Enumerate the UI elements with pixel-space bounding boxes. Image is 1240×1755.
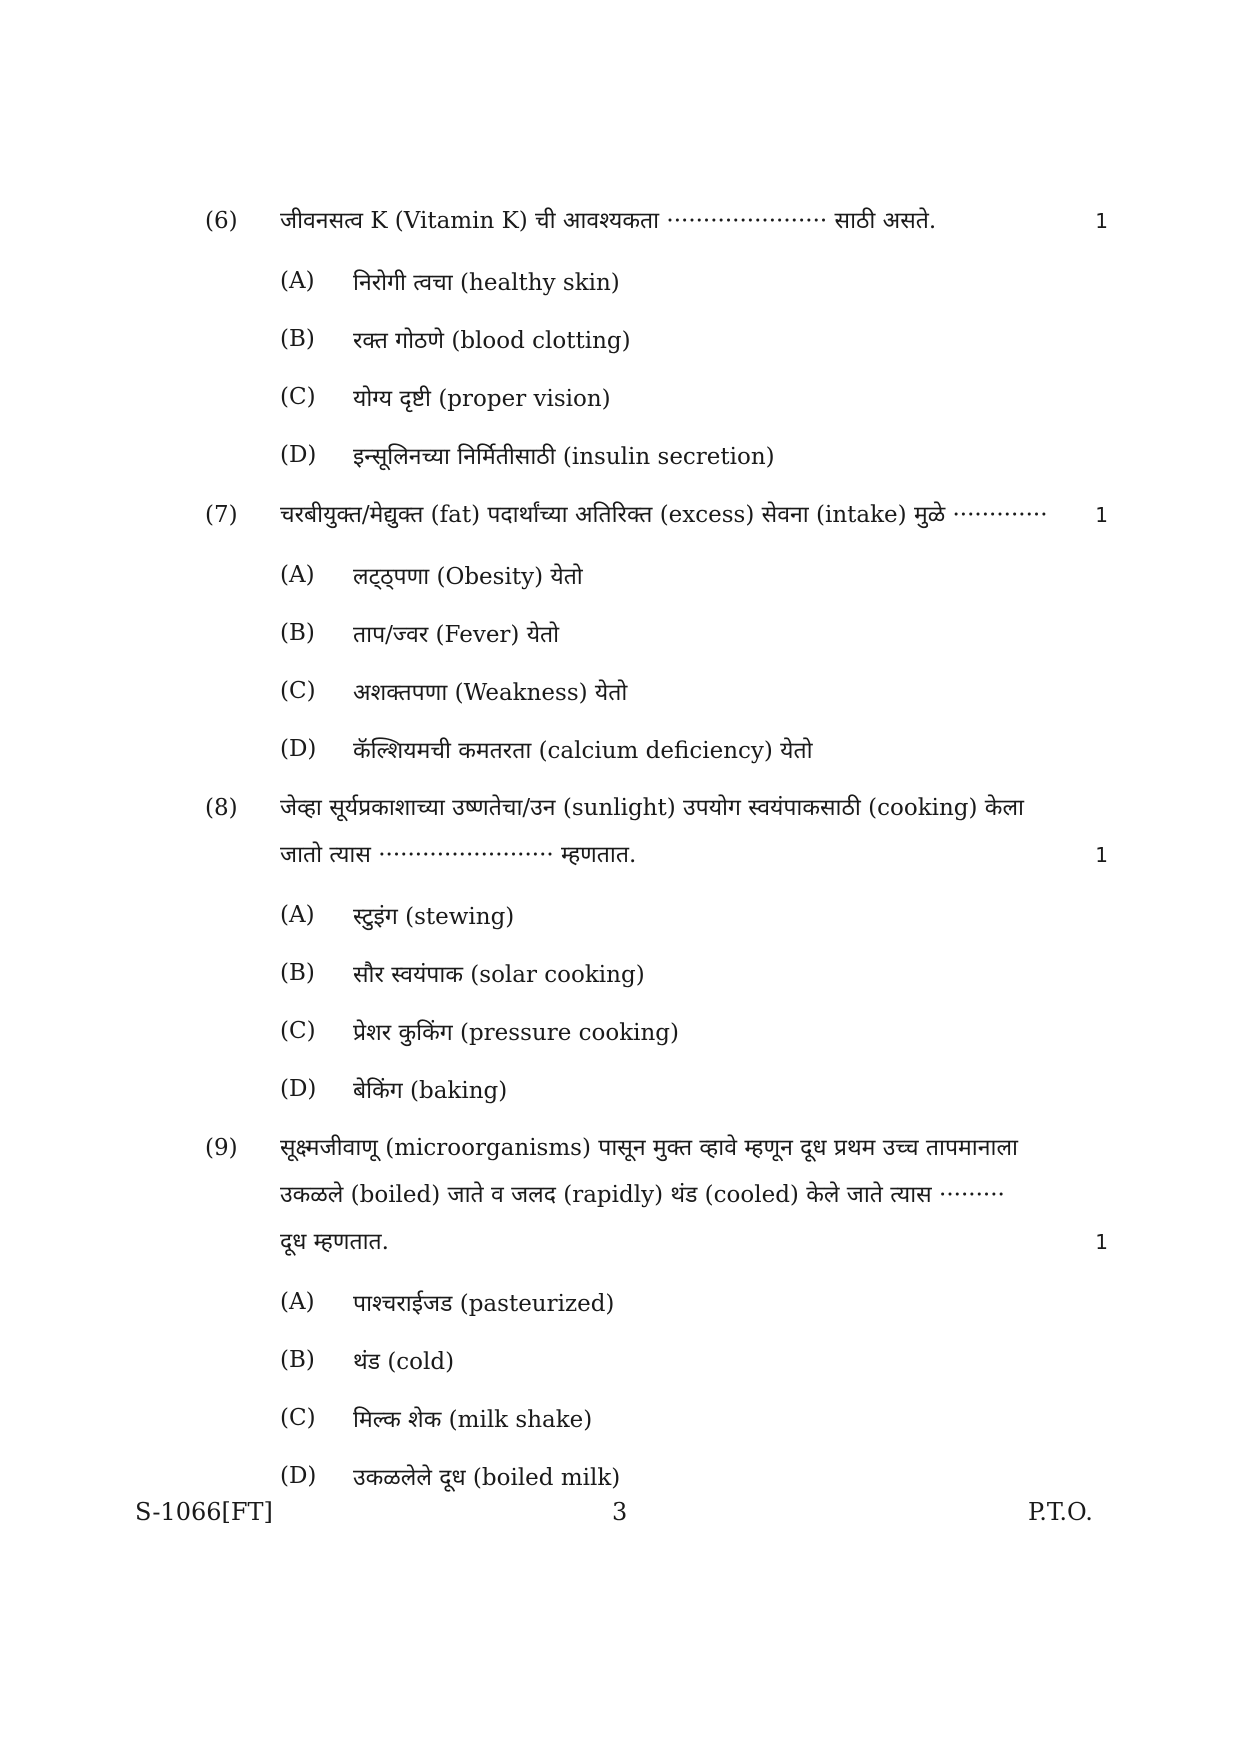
option-letter: (C) [280, 1018, 316, 1044]
question-number: (8) [205, 795, 238, 821]
question-text [280, 492, 1108, 539]
option-d [280, 1060, 1105, 1118]
option-letter: (A) [280, 268, 315, 294]
option-letter: (B) [280, 1347, 315, 1373]
option-letter: (A) [280, 902, 315, 928]
question-line: उकळले (boiled) जाते व जलद (rapidly) थंड (cooled) केले जाते त्यास ········· [280, 1182, 1005, 1208]
option-b [280, 604, 1105, 662]
question-text [280, 1125, 1108, 1266]
option-letter: (D) [280, 736, 317, 762]
option-text: इन्सूलिनच्या निर्मितीसाठी (insulin secretion) [353, 444, 775, 470]
option-letter: (B) [280, 620, 315, 646]
option-letter: (B) [280, 326, 315, 352]
question-line: जातो त्यास ························ म्हणतात. [280, 842, 637, 868]
option-text: योग्य दृष्टी (proper vision) [353, 386, 611, 412]
paper-code: S-1066[FT] [135, 1498, 273, 1526]
please-turn-over: P.T.O. [1028, 1498, 1093, 1526]
option-text: निरोगी त्वचा (healthy skin) [353, 270, 620, 296]
option-text: प्रेशर कुकिंग (pressure cooking) [353, 1020, 680, 1046]
option-d [280, 1447, 1105, 1505]
marks: 1 [1095, 1230, 1108, 1254]
option-letter: (D) [280, 1463, 317, 1489]
question-line: जीवनसत्व K (Vitamin K) ची आवश्यकता ······················ साठी असते. [280, 208, 937, 234]
option-a [280, 546, 1105, 604]
option-text: रक्त गोठणे (blood clotting) [353, 328, 631, 354]
option-text: उकळलेले दूध (boiled milk) [353, 1465, 621, 1491]
question-line: दूध म्हणतात. [280, 1229, 389, 1255]
option-letter: (C) [280, 1405, 316, 1431]
question-6 [205, 198, 1108, 484]
option-letter: (D) [280, 442, 317, 468]
option-text: मिल्क शेक (milk shake) [353, 1407, 593, 1433]
marks: 1 [1095, 843, 1108, 867]
option-text: ताप/ज्वर (Fever) येतो [353, 622, 560, 648]
option-d [280, 720, 1105, 778]
question-8 [205, 785, 1108, 1118]
option-text: अशक्तपणा (Weakness) येतो [353, 680, 628, 706]
option-text: पाश्चराईजड (pasteurized) [353, 1291, 615, 1317]
question-line: जेव्हा सूर्यप्रकाशाच्या उष्णतेचा/उन (sunlight) उपयोग स्वयंपाकसाठी (cooking) केला [280, 795, 1025, 821]
question-number: (6) [205, 208, 238, 234]
question-line: चरबीयुक्त/मेद्युक्त (fat) पदार्थांच्या अतिरिक्त (excess) सेवना (intake) मुळे ············· [280, 502, 1048, 528]
option-letter: (B) [280, 960, 315, 986]
option-text: कॅल्शियमची कमतरता (calcium deficiency) येतो [353, 738, 813, 764]
option-b [280, 310, 1105, 368]
option-letter: (C) [280, 384, 316, 410]
option-a [280, 252, 1105, 310]
question-9 [205, 1125, 1108, 1505]
option-a [280, 1273, 1105, 1331]
option-letter: (A) [280, 1289, 315, 1315]
option-letter: (A) [280, 562, 315, 588]
option-c [280, 368, 1105, 426]
option-c [280, 662, 1105, 720]
option-text: लट्ठ्पणा (Obesity) येतो [353, 564, 583, 590]
question-line: सूक्ष्मजीवाणू (microorganisms) पासून मुक्त व्हावे म्हणून दूध प्रथम उच्च तापमानाला [280, 1135, 1019, 1161]
option-b [280, 944, 1105, 1002]
option-letter: (C) [280, 678, 316, 704]
option-text: थंड (cold) [353, 1349, 455, 1375]
option-letter: (D) [280, 1076, 317, 1102]
page-number: 3 [612, 1498, 628, 1526]
marks: 1 [1095, 503, 1108, 527]
question-7 [205, 492, 1108, 778]
question-text [280, 785, 1108, 879]
option-text: सौर स्वयंपाक (solar cooking) [353, 962, 645, 988]
option-text: बेकिंग (baking) [353, 1078, 508, 1104]
option-a [280, 886, 1105, 944]
question-number: (9) [205, 1135, 238, 1161]
option-c [280, 1389, 1105, 1447]
option-c [280, 1002, 1105, 1060]
option-b [280, 1331, 1105, 1389]
option-text: स्टुइंग (stewing) [353, 904, 515, 930]
question-number: (7) [205, 502, 238, 528]
marks: 1 [1095, 209, 1108, 233]
question-text [280, 198, 1108, 245]
option-d [280, 426, 1105, 484]
